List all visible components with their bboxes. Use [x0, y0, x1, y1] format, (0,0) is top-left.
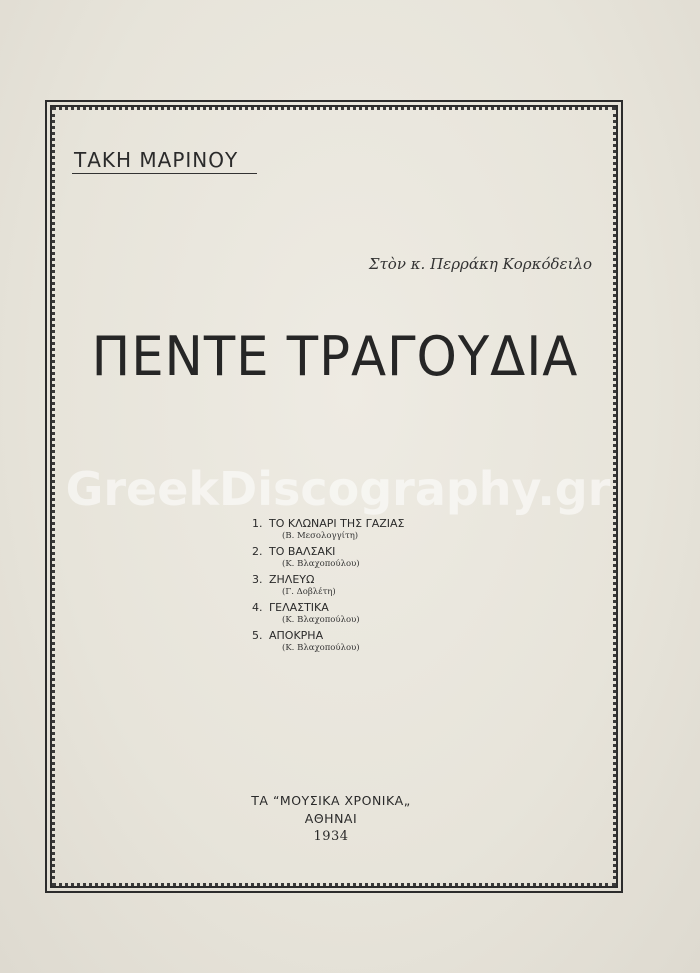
publication-year: 1934 — [313, 829, 349, 844]
song-title: ΤΟ ΒΑΛΣΑΚΙ — [269, 545, 336, 558]
song-composer: (Κ. Βλαχοπούλου) — [282, 559, 360, 569]
list-item — [252, 601, 472, 626]
song-list — [252, 517, 472, 657]
song-number: 1. — [252, 517, 263, 530]
publisher-city: ΑΘΗΝΑΙ — [304, 811, 358, 826]
song-composer: (Κ. Βλαχοπούλου) — [282, 615, 360, 625]
author-name: ΤΑΚΗ ΜΑΡΙΝΟΥ — [74, 148, 239, 172]
list-item — [252, 517, 472, 542]
list-item — [252, 545, 472, 570]
publisher-block — [236, 792, 426, 846]
song-composer: (Γ. Δοβλέτη) — [282, 587, 336, 597]
watermark: GreekDiscography.gr — [65, 462, 611, 516]
list-item — [252, 573, 472, 598]
publisher-name: ΤΑ “ΜΟΥΣΙΚΑ ΧΡΟΝΙΚΑ„ — [251, 793, 411, 808]
song-title: ΓΕΛΑΣΤΙΚΑ — [269, 601, 329, 614]
song-title: ΖΗΛΕΥΩ — [269, 573, 315, 586]
song-number: 5. — [252, 629, 263, 642]
list-item — [252, 629, 472, 654]
song-number: 4. — [252, 601, 263, 614]
song-number: 3. — [252, 573, 263, 586]
song-composer: (Κ. Βλαχοπούλου) — [282, 643, 360, 653]
page-title: ΠΕΝΤΕ ΤΡΑΓΟΥΔΙΑ — [91, 325, 579, 388]
dedication: Στὸν κ. Περράκη Κορκόδειλο — [368, 255, 592, 273]
song-composer: (Β. Μεσολογγίτη) — [282, 531, 359, 541]
song-number: 2. — [252, 545, 263, 558]
song-title: ΑΠΟΚΡΗΑ — [269, 629, 324, 642]
author-underline — [72, 173, 257, 174]
song-title: ΤΟ ΚΛΩΝΑΡΙ ΤΗΣ ΓΑΖΙΑΣ — [269, 517, 405, 530]
